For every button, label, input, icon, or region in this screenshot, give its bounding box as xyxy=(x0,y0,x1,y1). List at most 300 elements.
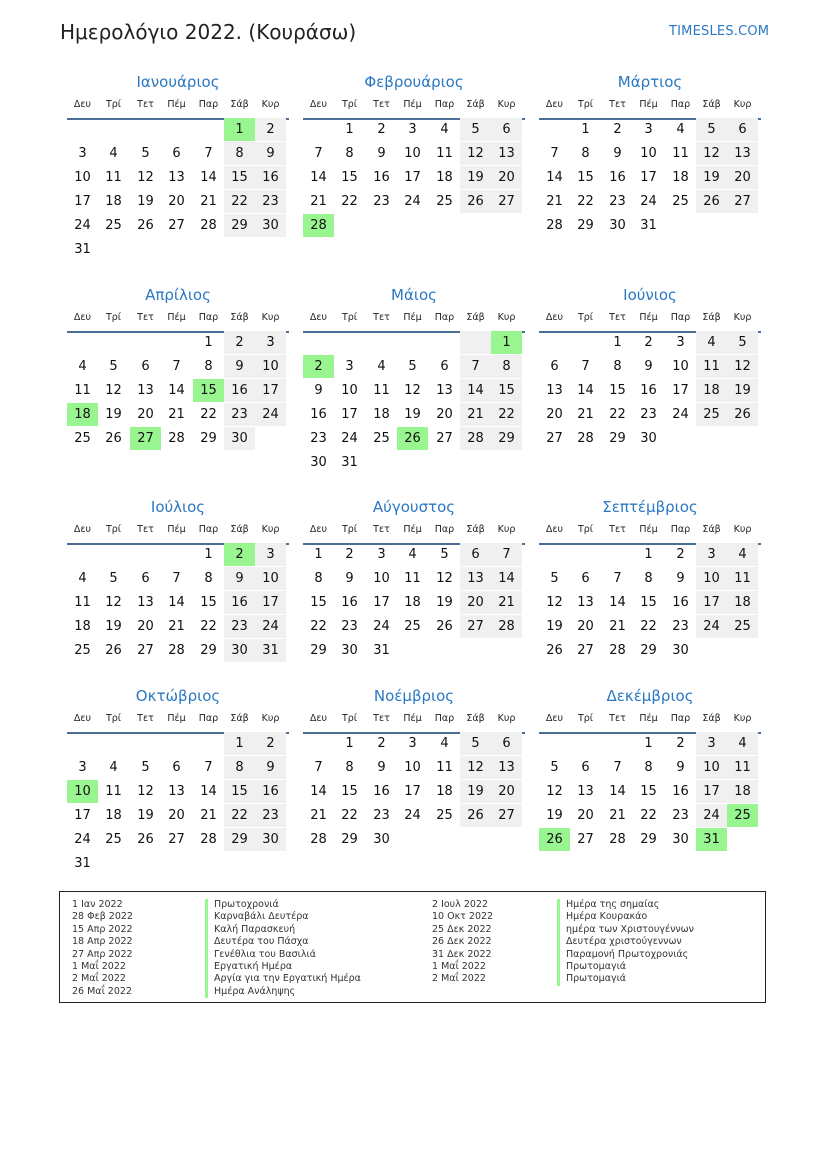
day-cell: 3 xyxy=(345,359,354,374)
weekday-header: Παρ xyxy=(434,312,455,323)
day-cell: 9 xyxy=(345,571,354,586)
day-cell: 6 xyxy=(141,359,150,374)
holiday-day-cell: 15 xyxy=(193,379,224,402)
day-cell: 13 xyxy=(546,383,563,398)
day-cell: 15 xyxy=(640,784,657,799)
day-cell: 1 xyxy=(204,335,213,350)
day-cell: 24 xyxy=(672,407,689,422)
day-cell: 26 xyxy=(105,643,122,658)
day-cell: 3 xyxy=(696,543,727,566)
day-cell: 24 xyxy=(404,808,421,823)
day-cell: 10 xyxy=(74,170,91,185)
weekday-header: Πέμ xyxy=(403,312,422,323)
day-cell: 2 xyxy=(345,547,354,562)
day-cell: 30 xyxy=(255,214,286,237)
holiday-date: 18 Απρ 2022 xyxy=(72,936,133,948)
weekday-header: Πέμ xyxy=(639,99,658,110)
day-cell: 5 xyxy=(408,359,417,374)
holiday-date: 1 Ιαν 2022 xyxy=(72,899,123,910)
day-cell: 6 xyxy=(172,146,181,161)
weekday-header: Πέμ xyxy=(167,713,186,724)
day-cell: 21 xyxy=(168,619,185,634)
day-cell: 9 xyxy=(255,756,286,779)
weekday-header: Δευ xyxy=(309,99,328,110)
day-cell: 29 xyxy=(224,214,255,237)
day-cell: 6 xyxy=(491,118,522,141)
day-cell: 11 xyxy=(727,756,758,779)
day-cell: 10 xyxy=(696,756,727,779)
day-cell: 4 xyxy=(440,122,449,137)
day-cell: 14 xyxy=(168,595,185,610)
day-cell: 29 xyxy=(577,218,594,233)
day-cell: 13 xyxy=(137,595,154,610)
day-cell: 6 xyxy=(581,571,590,586)
day-cell: 3 xyxy=(377,547,386,562)
day-cell: 22 xyxy=(577,194,594,209)
day-cell: 3 xyxy=(78,146,87,161)
month-name: Ιανουάριος xyxy=(136,73,220,91)
day-cell: 23 xyxy=(341,619,358,634)
weekday-header: Δευ xyxy=(309,524,328,535)
weekday-header: Δευ xyxy=(545,312,564,323)
holiday-date: 2 Ιουλ 2022 xyxy=(432,899,488,910)
day-cell: 9 xyxy=(224,567,255,590)
day-cell: 11 xyxy=(727,567,758,590)
weekday-header: Τρί xyxy=(105,312,122,323)
weekday-header: Τετ xyxy=(137,99,154,110)
day-cell: 27 xyxy=(546,431,563,446)
holiday-day-cell: 26 xyxy=(539,828,570,851)
weekday-header: Πέμ xyxy=(167,312,186,323)
weekday-header: Σάβ xyxy=(466,99,485,110)
day-cell: 12 xyxy=(105,595,122,610)
day-cell: 30 xyxy=(224,639,255,662)
day-cell: 8 xyxy=(314,571,323,586)
day-cell: 19 xyxy=(460,780,491,803)
weekday-header: Τετ xyxy=(609,99,626,110)
holiday-dates-right xyxy=(432,899,557,986)
weekday-header: Πέμ xyxy=(403,99,422,110)
day-cell: 24 xyxy=(404,194,421,209)
day-cell: 11 xyxy=(696,355,727,378)
month-name: Οκτώβριος xyxy=(135,687,221,705)
day-cell: 1 xyxy=(581,122,590,137)
day-cell: 15 xyxy=(224,166,255,189)
day-cell: 27 xyxy=(727,190,758,213)
weekday-header: Τρί xyxy=(577,524,594,535)
month-name: Μάιος xyxy=(391,286,437,304)
day-cell: 7 xyxy=(314,760,323,775)
weekday-header: Τρί xyxy=(341,524,358,535)
day-cell: 7 xyxy=(613,571,622,586)
holiday-name: Πρωτοχρονιά xyxy=(205,899,425,911)
day-cell: 5 xyxy=(141,146,150,161)
weekday-header: Παρ xyxy=(434,99,455,110)
month-name: Ιούνιος xyxy=(623,286,677,304)
day-cell: 22 xyxy=(310,619,327,634)
day-cell: 2 xyxy=(224,331,255,354)
day-cell: 11 xyxy=(436,760,453,775)
weekday-header: Παρ xyxy=(670,312,691,323)
day-cell: 5 xyxy=(460,118,491,141)
day-cell: 15 xyxy=(491,379,522,402)
weekday-header: Δευ xyxy=(309,713,328,724)
day-cell: 7 xyxy=(613,760,622,775)
weekday-header: Σάβ xyxy=(230,524,249,535)
day-cell: 8 xyxy=(204,571,213,586)
day-cell: 23 xyxy=(373,194,390,209)
day-cell: 27 xyxy=(491,804,522,827)
day-cell: 5 xyxy=(550,760,559,775)
day-cell: 12 xyxy=(404,383,421,398)
day-cell: 13 xyxy=(436,383,453,398)
holiday-day-cell: 27 xyxy=(130,427,161,450)
day-cell: 21 xyxy=(491,591,522,614)
day-cell: 12 xyxy=(460,142,491,165)
weekday-header: Κυρ xyxy=(497,524,516,535)
day-cell: 28 xyxy=(577,431,594,446)
day-cell: 22 xyxy=(224,190,255,213)
day-cell: 30 xyxy=(672,643,689,658)
day-cell: 8 xyxy=(644,760,653,775)
day-cell: 27 xyxy=(436,431,453,446)
month-name: Αύγουστος xyxy=(372,498,456,516)
weekday-header: Σάβ xyxy=(702,312,721,323)
day-cell: 17 xyxy=(404,784,421,799)
day-cell: 10 xyxy=(696,567,727,590)
weekday-header: Παρ xyxy=(198,524,219,535)
day-cell: 9 xyxy=(314,383,323,398)
day-cell: 12 xyxy=(696,142,727,165)
holiday-name: Καρναβάλι Δευτέρα xyxy=(205,911,425,923)
day-cell: 26 xyxy=(546,643,563,658)
day-cell: 3 xyxy=(408,736,417,751)
day-cell: 13 xyxy=(491,142,522,165)
day-cell: 24 xyxy=(255,403,286,426)
day-cell: 20 xyxy=(577,808,594,823)
day-cell: 27 xyxy=(137,643,154,658)
weekday-header: Σάβ xyxy=(466,312,485,323)
day-cell: 13 xyxy=(491,756,522,779)
day-cell: 31 xyxy=(341,455,358,470)
day-cell: 8 xyxy=(345,760,354,775)
weekday-header: Πέμ xyxy=(639,713,658,724)
day-cell: 18 xyxy=(727,780,758,803)
day-cell: 29 xyxy=(640,832,657,847)
day-cell: 6 xyxy=(172,760,181,775)
holiday-date: 2 Μαΐ 2022 xyxy=(72,973,126,985)
weekday-header: Τετ xyxy=(373,524,390,535)
weekday-header: Σάβ xyxy=(466,524,485,535)
day-cell: 10 xyxy=(404,146,421,161)
day-cell: 14 xyxy=(609,784,626,799)
day-cell: 5 xyxy=(440,547,449,562)
day-cell: 17 xyxy=(74,808,91,823)
day-cell: 11 xyxy=(105,170,122,185)
holiday-day-cell: 2 xyxy=(303,355,334,378)
day-cell: 19 xyxy=(696,166,727,189)
day-cell: 26 xyxy=(436,619,453,634)
day-cell: 20 xyxy=(577,619,594,634)
day-cell: 16 xyxy=(609,170,626,185)
weekday-header: Κυρ xyxy=(733,312,752,323)
holiday-day-cell: 31 xyxy=(696,828,727,851)
weekday-header: Κυρ xyxy=(733,99,752,110)
day-cell: 8 xyxy=(224,142,255,165)
day-cell: 15 xyxy=(341,170,358,185)
day-cell: 31 xyxy=(74,242,91,257)
day-cell: 24 xyxy=(255,615,286,638)
day-cell: 17 xyxy=(373,595,390,610)
day-cell: 14 xyxy=(546,170,563,185)
month-name: Απρίλιος xyxy=(145,286,211,304)
day-cell: 25 xyxy=(436,808,453,823)
weekday-header: Παρ xyxy=(670,524,691,535)
day-cell: 11 xyxy=(74,383,91,398)
day-cell: 22 xyxy=(200,619,217,634)
day-cell: 23 xyxy=(255,190,286,213)
day-cell: 2 xyxy=(613,122,622,137)
day-cell: 11 xyxy=(373,383,390,398)
day-cell: 1 xyxy=(644,736,653,751)
day-cell: 21 xyxy=(200,808,217,823)
weekday-header: Τρί xyxy=(105,99,122,110)
day-cell: 11 xyxy=(74,595,91,610)
holiday-day-cell: 28 xyxy=(303,214,334,237)
page-title: Ημερολόγιο 2022. (Κουράσω) xyxy=(60,20,357,44)
weekday-header: Παρ xyxy=(670,99,691,110)
day-cell: 1 xyxy=(345,736,354,751)
weekday-header: Κυρ xyxy=(733,713,752,724)
holiday-name: Παραμονή Πρωτοχρονιάς xyxy=(557,949,757,961)
day-cell: 29 xyxy=(640,643,657,658)
day-cell: 12 xyxy=(436,571,453,586)
day-cell: 28 xyxy=(546,218,563,233)
site-link[interactable]: TIMESLES.COM xyxy=(669,24,770,39)
day-cell: 18 xyxy=(727,591,758,614)
weekday-header: Πέμ xyxy=(167,524,186,535)
day-cell: 24 xyxy=(373,619,390,634)
weekday-header: Τετ xyxy=(609,312,626,323)
day-cell: 17 xyxy=(696,591,727,614)
day-cell: 25 xyxy=(436,194,453,209)
day-cell: 23 xyxy=(672,619,689,634)
day-cell: 14 xyxy=(310,170,327,185)
weekday-header: Πέμ xyxy=(167,99,186,110)
day-cell: 5 xyxy=(727,331,758,354)
weekday-header: Κυρ xyxy=(261,99,280,110)
day-cell: 16 xyxy=(672,595,689,610)
day-cell: 19 xyxy=(137,808,154,823)
day-cell: 9 xyxy=(377,760,386,775)
holiday-day-cell: 2 xyxy=(224,543,255,566)
day-cell: 18 xyxy=(436,170,453,185)
day-cell: 25 xyxy=(105,218,122,233)
day-cell: 28 xyxy=(491,615,522,638)
weekday-header: Κυρ xyxy=(497,99,516,110)
day-cell: 5 xyxy=(460,732,491,755)
day-cell: 29 xyxy=(200,643,217,658)
day-cell: 22 xyxy=(224,804,255,827)
day-cell: 3 xyxy=(255,331,286,354)
day-cell: 21 xyxy=(200,194,217,209)
weekday-header: Παρ xyxy=(670,713,691,724)
day-cell: 30 xyxy=(341,643,358,658)
day-cell: 4 xyxy=(78,359,87,374)
holiday-name: Ημέρα της σημαίας xyxy=(557,899,757,911)
day-cell: 16 xyxy=(672,784,689,799)
day-cell: 4 xyxy=(676,122,685,137)
weekday-header: Τρί xyxy=(577,713,594,724)
day-cell: 9 xyxy=(676,760,685,775)
day-cell: 3 xyxy=(408,122,417,137)
holiday-day-cell: 25 xyxy=(727,804,758,827)
day-cell: 15 xyxy=(609,383,626,398)
weekday-header: Κυρ xyxy=(261,713,280,724)
day-cell: 24 xyxy=(74,218,91,233)
weekday-header: Παρ xyxy=(434,524,455,535)
holiday-name: Αργία για την Εργατική Ημέρα xyxy=(205,973,425,985)
day-cell: 6 xyxy=(460,543,491,566)
day-cell: 31 xyxy=(640,218,657,233)
day-cell: 6 xyxy=(581,760,590,775)
weekday-header: Τρί xyxy=(341,99,358,110)
day-cell: 9 xyxy=(224,355,255,378)
day-cell: 28 xyxy=(609,832,626,847)
holiday-name: Καλή Παρασκευή xyxy=(205,924,425,936)
day-cell: 6 xyxy=(727,118,758,141)
day-cell: 10 xyxy=(255,355,286,378)
day-cell: 20 xyxy=(137,619,154,634)
weekday-header: Κυρ xyxy=(261,524,280,535)
day-cell: 1 xyxy=(204,547,213,562)
holiday-names-right xyxy=(557,899,757,986)
day-cell: 12 xyxy=(727,355,758,378)
day-cell: 28 xyxy=(460,427,491,450)
day-cell: 15 xyxy=(640,595,657,610)
day-cell: 27 xyxy=(168,218,185,233)
weekday-header: Παρ xyxy=(198,713,219,724)
day-cell: 15 xyxy=(224,780,255,803)
day-cell: 16 xyxy=(373,170,390,185)
day-cell: 4 xyxy=(78,571,87,586)
day-cell: 2 xyxy=(644,335,653,350)
day-cell: 4 xyxy=(377,359,386,374)
holiday-date: 27 Απρ 2022 xyxy=(72,948,133,960)
day-cell: 29 xyxy=(491,427,522,450)
day-cell: 24 xyxy=(74,832,91,847)
day-cell: 27 xyxy=(460,615,491,638)
day-cell: 4 xyxy=(408,547,417,562)
weekday-header: Κυρ xyxy=(497,312,516,323)
day-cell: 24 xyxy=(696,804,727,827)
weekday-header: Δευ xyxy=(73,524,92,535)
day-cell: 23 xyxy=(672,808,689,823)
day-cell: 16 xyxy=(224,379,255,402)
day-cell: 29 xyxy=(310,643,327,658)
holiday-name: Πρωτομαγιά xyxy=(557,973,757,985)
day-cell: 10 xyxy=(341,383,358,398)
month-name: Μάρτιος xyxy=(617,73,683,91)
day-cell: 18 xyxy=(404,595,421,610)
day-cell: 8 xyxy=(345,146,354,161)
day-cell: 14 xyxy=(310,784,327,799)
weekday-header: Τετ xyxy=(373,713,390,724)
holiday-date: 10 Οκτ 2022 xyxy=(432,911,494,923)
weekday-header: Σάβ xyxy=(230,312,249,323)
day-cell: 20 xyxy=(137,407,154,422)
day-cell: 21 xyxy=(609,808,626,823)
day-cell: 25 xyxy=(74,643,91,658)
day-cell: 13 xyxy=(168,784,185,799)
day-cell: 15 xyxy=(200,595,217,610)
day-cell: 17 xyxy=(255,379,286,402)
day-cell: 7 xyxy=(581,359,590,374)
day-cell: 23 xyxy=(310,431,327,446)
day-cell: 7 xyxy=(491,543,522,566)
day-cell: 5 xyxy=(696,118,727,141)
day-cell: 7 xyxy=(460,355,491,378)
holiday-dates-left xyxy=(72,899,202,998)
day-cell: 16 xyxy=(341,595,358,610)
holiday-name: Δευτέρα του Πάσχα xyxy=(205,936,425,948)
day-cell: 25 xyxy=(727,615,758,638)
day-cell: 10 xyxy=(404,760,421,775)
holiday-name: Πρωτομαγιά xyxy=(557,961,757,973)
holiday-name: Εργατική Ημέρα xyxy=(205,961,425,973)
day-cell: 25 xyxy=(696,403,727,426)
weekday-header: Σάβ xyxy=(230,713,249,724)
day-cell: 26 xyxy=(137,832,154,847)
day-cell: 12 xyxy=(546,595,563,610)
weekday-header: Πέμ xyxy=(403,524,422,535)
day-cell: 8 xyxy=(204,359,213,374)
weekday-header: Κυρ xyxy=(733,524,752,535)
day-cell: 28 xyxy=(609,643,626,658)
day-cell: 30 xyxy=(672,832,689,847)
day-cell: 24 xyxy=(696,615,727,638)
day-cell: 8 xyxy=(491,355,522,378)
weekday-header: Κυρ xyxy=(497,713,516,724)
day-cell: 5 xyxy=(109,571,118,586)
weekday-header: Δευ xyxy=(73,312,92,323)
holiday-date: 26 Μαΐ 2022 xyxy=(72,985,132,997)
month-name: Φεβρουάριος xyxy=(364,73,464,91)
holiday-day-cell: 10 xyxy=(67,780,98,803)
day-cell: 13 xyxy=(727,142,758,165)
day-cell: 16 xyxy=(640,383,657,398)
weekday-header: Δευ xyxy=(73,99,92,110)
holiday-day-cell: 1 xyxy=(224,118,255,141)
day-cell: 19 xyxy=(727,379,758,402)
day-cell: 27 xyxy=(577,832,594,847)
day-cell: 9 xyxy=(644,359,653,374)
day-cell: 7 xyxy=(172,571,181,586)
day-cell: 3 xyxy=(255,543,286,566)
day-cell: 25 xyxy=(373,431,390,446)
day-cell: 1 xyxy=(224,732,255,755)
day-cell: 14 xyxy=(460,379,491,402)
day-cell: 17 xyxy=(404,170,421,185)
month-name: Ιούλιος xyxy=(150,498,206,516)
day-cell: 14 xyxy=(609,595,626,610)
day-cell: 3 xyxy=(676,335,685,350)
day-cell: 21 xyxy=(546,194,563,209)
day-cell: 17 xyxy=(696,780,727,803)
day-cell: 20 xyxy=(546,407,563,422)
weekday-header: Τρί xyxy=(577,312,594,323)
day-cell: 21 xyxy=(577,407,594,422)
